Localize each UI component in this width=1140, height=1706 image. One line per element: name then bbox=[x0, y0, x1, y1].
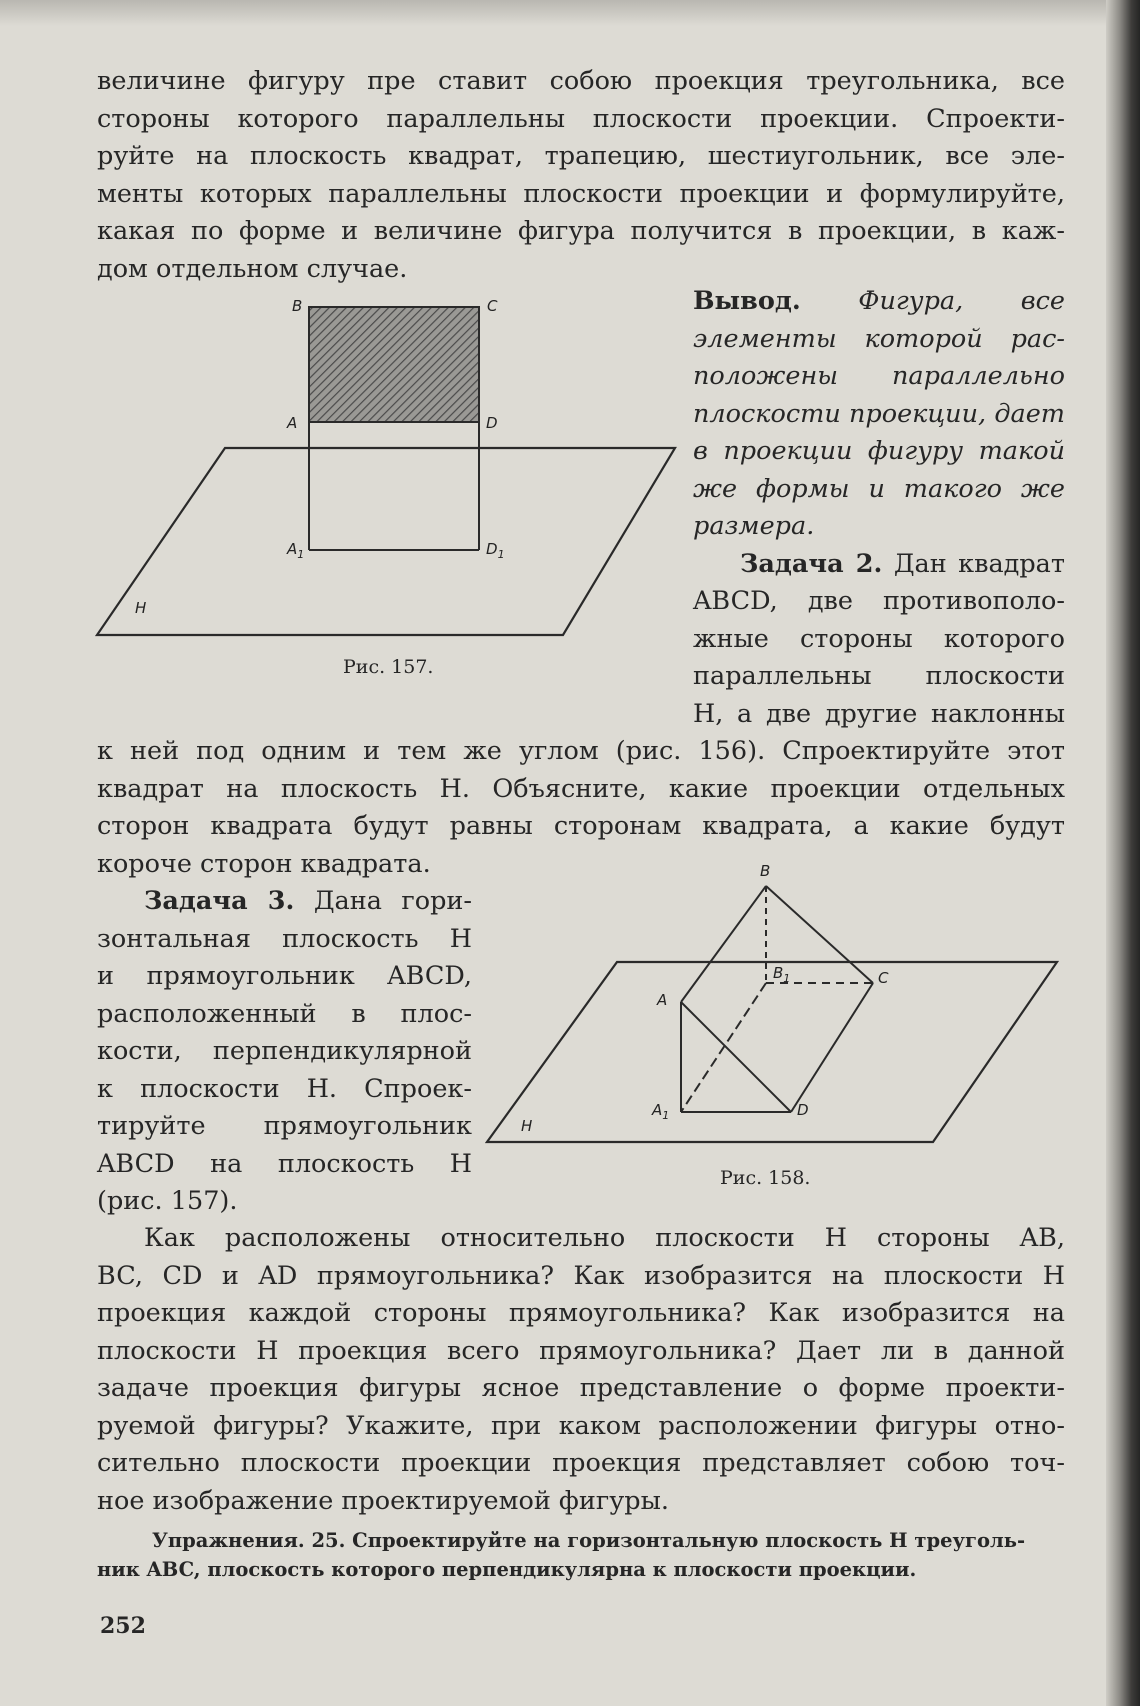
edge-cd bbox=[791, 983, 873, 1112]
figure-158 bbox=[485, 850, 1070, 1160]
text-line: дом отдельном случае. bbox=[97, 253, 408, 284]
figure-157 bbox=[95, 295, 695, 640]
text-line: в проекции фигуру такой bbox=[693, 436, 1065, 466]
text-line: квадрат на плоскость H. Объясните, какие проекции отдельных bbox=[97, 773, 1065, 804]
text-line: (рис. 157). bbox=[97, 1186, 238, 1216]
label-b: B bbox=[292, 297, 303, 315]
text-line: руйте на плоскость квадрат, трапецию, шестиугольник, все эле- bbox=[97, 141, 1065, 171]
text-line: параллельны плоскости bbox=[693, 661, 1065, 691]
text-line: жные стороны которого bbox=[693, 623, 1065, 654]
text-line: короче сторон квадрата. bbox=[97, 848, 431, 879]
label-a1: $A_1$ bbox=[652, 1101, 670, 1122]
conclusion-label: Вывод. bbox=[693, 286, 801, 316]
text-line: элементы которой рас- bbox=[693, 323, 1065, 354]
text-line: плоскости проекции, дает bbox=[693, 398, 1065, 429]
text-line: расположенный в плос- bbox=[97, 998, 472, 1029]
label-d1: $D_1$ bbox=[486, 540, 505, 561]
text-line: ное изображение проектируемой фигуры. bbox=[97, 1485, 669, 1516]
text-line: плоскости H проекция всего прямоугольника? Дает ли в данной bbox=[97, 1335, 1065, 1366]
plane-h-158 bbox=[487, 962, 1057, 1142]
text-line: ABCD на плоскость H bbox=[97, 1148, 472, 1179]
text-line: же формы и такого же bbox=[693, 473, 1065, 504]
label-a: A bbox=[287, 414, 298, 432]
page-number: 252 bbox=[100, 1613, 146, 1639]
text-line: размера. bbox=[693, 511, 815, 541]
text-line: к плоскости H. Спроек- bbox=[97, 1073, 472, 1104]
text-line: менты которых параллельны плоскости проекции и формулируйте, bbox=[97, 178, 1065, 209]
task3-block bbox=[97, 883, 472, 1221]
conclusion-text: Фигура, все bbox=[858, 286, 1065, 316]
top-paragraph bbox=[97, 63, 1065, 288]
task3-text: Дана гори- bbox=[313, 886, 473, 916]
text-line: положены параллельно bbox=[693, 361, 1065, 391]
label-h: H bbox=[135, 599, 147, 617]
hidden-b1a1 bbox=[681, 983, 766, 1112]
task3-first-line bbox=[97, 883, 472, 921]
text-line: к ней под одним и тем же углом (рис. 156). Спроектируйте этот bbox=[97, 736, 1065, 766]
task2-first-line bbox=[693, 546, 1065, 584]
label-b: B bbox=[760, 862, 771, 880]
text-line: тируйте прямоугольник bbox=[97, 1111, 472, 1141]
label-h: H bbox=[521, 1117, 533, 1135]
task2-text: Дан квадрат bbox=[893, 548, 1065, 579]
label-c: C bbox=[878, 969, 889, 987]
figure-158-caption: Рис. 158. bbox=[720, 1167, 811, 1189]
text-line: и прямоугольник ABCD, bbox=[97, 961, 472, 991]
square-abcd-shaded bbox=[309, 307, 479, 422]
task2-label: Задача 2. bbox=[740, 548, 883, 579]
label-a: A bbox=[657, 991, 668, 1009]
text-line: величине фигуру пре ставит собою проекция треугольника, все bbox=[97, 66, 1065, 96]
label-d: D bbox=[486, 414, 498, 432]
plane-h-157 bbox=[97, 448, 675, 635]
label-d: D bbox=[797, 1101, 809, 1119]
conclusion-block bbox=[693, 283, 1065, 733]
text-line: BC, CD и AD прямоугольника? Как изобразится на плоскости H bbox=[97, 1260, 1065, 1291]
figure-157-caption: Рис. 157. bbox=[343, 656, 434, 678]
text-line: H, а две другие наклонны bbox=[693, 698, 1065, 729]
label-c: C bbox=[487, 297, 498, 315]
text-line: Как расположены относительно плоскости H стороны AB, bbox=[144, 1223, 1065, 1253]
exercise-line: ник ABC, плоскость которого перпендикулярна к плоскости проекции. bbox=[97, 1558, 917, 1581]
exercise-block bbox=[97, 1526, 1065, 1584]
text-line: задаче проекция фигуры ясное представление о форме проекти- bbox=[97, 1373, 1065, 1403]
text-line: стороны которого параллельны плоскости проекции. Спроекти- bbox=[97, 103, 1065, 134]
conclusion-first-line bbox=[693, 283, 1065, 321]
exercise-line: Упражнения. 25. Спроектируйте на горизонтальную плоскость H треуголь- bbox=[152, 1529, 1026, 1552]
text-line: зонтальная плоскость H bbox=[97, 923, 472, 954]
text-line: какая по форме и величине фигура получится в проекции, в каж- bbox=[97, 216, 1065, 246]
edge-ad bbox=[681, 1002, 791, 1112]
text-line: ABCD, две противополо- bbox=[693, 586, 1065, 616]
edge-ab bbox=[681, 886, 766, 1002]
top-edge-shadow bbox=[0, 0, 1106, 26]
book-spine-shadow bbox=[1106, 0, 1140, 1706]
text-line: кости, перпендикулярной bbox=[97, 1036, 472, 1066]
label-a1: $A_1$ bbox=[287, 540, 305, 561]
text-line: проекция каждой стороны прямоугольника? Как изобразится на bbox=[97, 1298, 1065, 1328]
task3-label: Задача 3. bbox=[144, 886, 295, 916]
text-line: сторон квадрата будут равны сторонам квадрата, а какие будут bbox=[97, 811, 1065, 841]
questions-paragraph bbox=[97, 1220, 1065, 1520]
text-line: руемой фигуры? Укажите, при каком расположении фигуры отно- bbox=[97, 1410, 1065, 1441]
label-b1: $B_1$ bbox=[773, 964, 791, 985]
text-line: сительно плоскости проекции проекция представляет собою точ- bbox=[97, 1448, 1065, 1478]
